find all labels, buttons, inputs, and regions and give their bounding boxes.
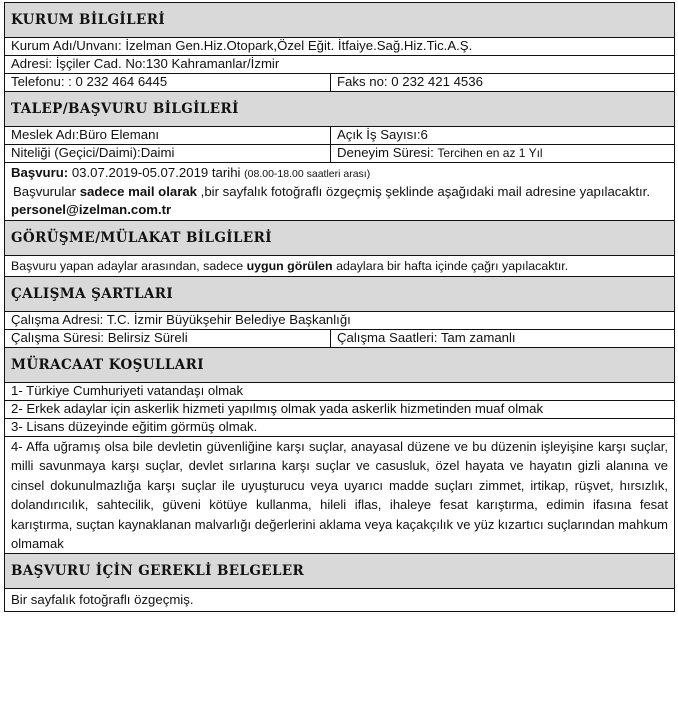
basvuru-label: Başvuru: — [11, 165, 69, 180]
kurum-adi-value: İzelman Gen.Hiz.Otopark,Özel Eğit. İtfaiye.Sağ.Hiz.Tic.A.Ş. — [125, 38, 473, 53]
section-header-talep — [5, 92, 675, 127]
acik-is-sayisi: Açık İş Sayısı:6 — [331, 127, 675, 145]
calisma-suresi-value: Belirsiz Süreli — [107, 330, 188, 345]
section-header-muracaat — [5, 348, 675, 383]
gorusme-text-pre: Başvuru yapan adaylar arasından, sadece — [11, 259, 247, 273]
calisma-saatleri-value: Tam zamanlı — [440, 330, 516, 345]
calisma-adresi-cell — [5, 312, 675, 330]
muracaat-item-3: 3- Lisans düzeyinde eğitim görmüş olmak. — [5, 419, 675, 437]
meslek-adi: Meslek Adı:Büro Elemanı — [5, 127, 331, 145]
deneyim-value: Tercihen en az 1 Yıl — [437, 146, 543, 160]
kurum-adi-label: Kurum Adı/Unvanı: — [11, 38, 126, 53]
calisma-suresi-label: Çalışma Süresi: — [11, 330, 108, 345]
basvuru-cell — [5, 163, 675, 221]
muracaat-item-4: 4- Affa uğramış olsa bile devletin güvenliğine karşı suçlar, anayasal düzene ve bu düzenin işleyişine karşı suçlar, milli savunmaya karşı suçlar, devlet sırlarına karşı suçlar ve casusluk, özel hayata ve hayatın gizli alanına ve cinsel dokunulmazlığa karşı suçlar ile uyuşturucu veya uyarıcı madde suçları zimmet, irtikap, rüşvet, hırsızlık, dolandırıcılık, sahtecilik, güveni kötüye kullanma, hileli iflas, ihaleye fesat karıştırma, edimin ifasına fesat karıştırma, suçtan kaynaklanan malvarlığı değerlerini aklama veya kaçakçılık ve yüz kızartıcı suçlarından mahkum olmamak — [5, 437, 675, 554]
kurum-adres: Adresi: İşçiler Cad. No:130 Kahramanlar/İzmir — [5, 56, 675, 74]
kurum-telefon: Telefonu: : 0 232 464 6445 — [5, 74, 331, 92]
form-table — [4, 2, 675, 612]
basvuru-desc-post: ,bir sayfalık fotoğraflı özgeçmiş şeklinde aşağıdaki mail adresine yapılacaktır. — [197, 184, 650, 199]
gorusme-text-bold: uygun görülen — [246, 259, 333, 273]
deneyim-cell — [331, 145, 675, 163]
basvuru-email: personel@izelman.com.tr — [11, 202, 172, 217]
kurum-adi-cell — [5, 38, 675, 56]
basvuru-dates: 03.07.2019-05.07.2019 tarihi — [68, 165, 245, 180]
basvuru-desc-pre: Başvurular — [13, 184, 80, 199]
section-title-kurum: KURUM BİLGİLERİ — [5, 3, 675, 38]
section-title-belgeler: BAŞVURU İÇİN GEREKLİ BELGELER — [5, 554, 675, 589]
muracaat-item-1: 1- Türkiye Cumhuriyeti vatandaşı olmak — [5, 383, 675, 401]
basvuru-line — [11, 164, 668, 183]
niteligi: Niteliği (Geçici/Daimi):Daimi — [5, 145, 331, 163]
section-title-talep: TALEP/BAŞVURU BİLGİLERİ — [5, 92, 675, 127]
basvuru-desc-bold: sadece mail olarak — [79, 184, 197, 199]
section-header-kurum — [5, 3, 675, 38]
job-posting-document — [4, 2, 674, 612]
muracaat-item-2: 2- Erkek adaylar için askerlik hizmeti yapılmış olmak yada askerlik hizmetinden muaf olmak — [5, 401, 675, 419]
calisma-adresi-label: Çalışma Adresi: — [11, 312, 107, 327]
calisma-adresi-value: T.C. İzmir Büyükşehir Belediye Başkanlığı — [106, 312, 351, 327]
section-header-gorusme — [5, 221, 675, 256]
kurum-faks: Faks no: 0 232 421 4536 — [331, 74, 675, 92]
basvuru-hours: (08.00-18.00 saatleri arası) — [244, 168, 371, 180]
calisma-suresi-cell — [5, 330, 331, 348]
basvuru-description — [11, 183, 668, 201]
gorusme-text — [5, 256, 675, 277]
section-header-belgeler — [5, 554, 675, 589]
section-title-gorusme: GÖRÜŞME/MÜLAKAT BİLGİLERİ — [5, 221, 675, 256]
belgeler-item: Bir sayfalık fotoğraflı özgeçmiş. — [5, 589, 675, 612]
deneyim-label: Deneyim Süresi: — [337, 145, 438, 160]
gorusme-text-post: adaylara bir hafta içinde çağrı yapılacaktır. — [332, 259, 569, 273]
calisma-saatleri-label: Çalışma Saatleri: — [337, 330, 441, 345]
section-header-calisma — [5, 277, 675, 312]
section-title-calisma: ÇALIŞMA ŞARTLARI — [5, 277, 675, 312]
calisma-saatleri-cell — [331, 330, 675, 348]
section-title-muracaat: MÜRACAAT KOŞULLARI — [5, 348, 675, 383]
